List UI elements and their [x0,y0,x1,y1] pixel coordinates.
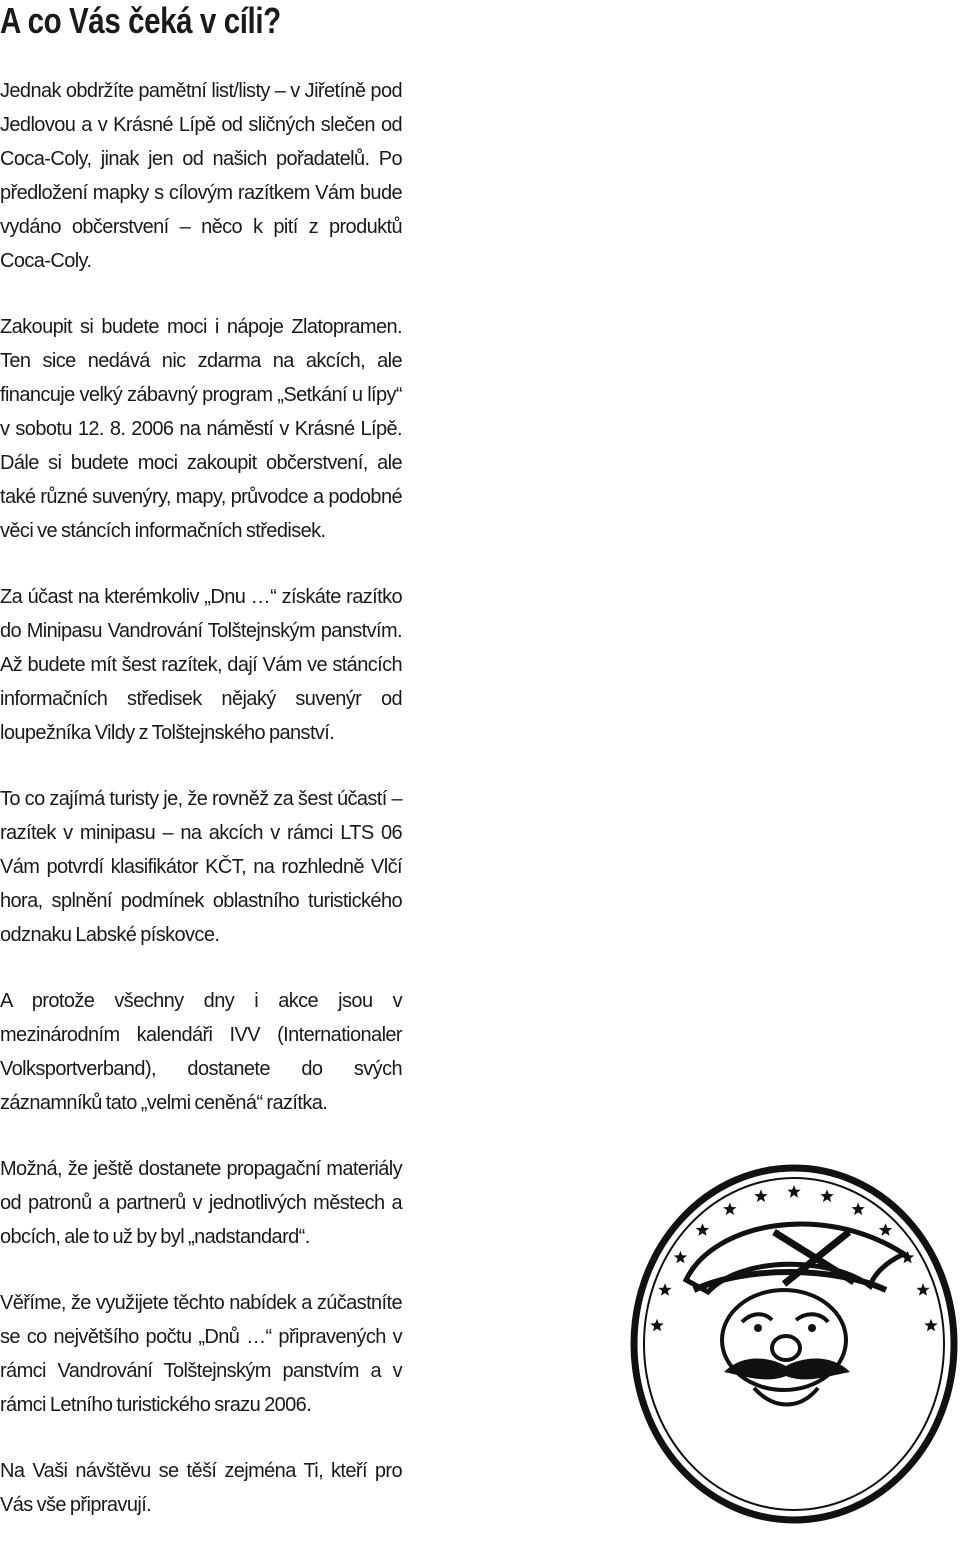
star-icon [723,1202,736,1215]
page-title: A co Vás čeká v cíli? [0,0,281,41]
article-body [0,74,402,1554]
star-icon [879,1223,892,1236]
paragraph-closing: Na Vaši návštěvu se těší zejména Ti, kteří pro Vás vše připravují. [0,1460,402,1516]
paragraph-minipas: Za účast na kterémkoliv „Dnu …“ získáte razítko do Minipasu Vandrování Tolštejnským panstvím. Až budete mít šest razítek, dají Vám ve stáncích informačních středisek nějaký suvenýr od loupežníka Vildy z Tolštejnského panství. [0,586,402,744]
paragraph-promo-materials: Možná, že ještě dostanete propagační materiály od patronů a partnerů v jednotlivých městech a obcích, ale to už by byl „nadstandard“. [0,1158,402,1248]
star-icon [820,1189,833,1202]
star-icon [658,1283,671,1296]
star-icon [916,1283,929,1296]
tolstejnske-panstvi-seal-icon [624,1162,960,1525]
star-icon [650,1319,663,1332]
star-icon [674,1251,687,1264]
star-icon [754,1189,767,1202]
paragraph-zlatopramen: Zakoupit si budete moci i nápoje Zlatopramen. Ten sice nedává nic zdarma na akcích, ale financuje velký zábavný program „Setkání u lípy“ v sobotu 12. 8. 2006 na náměstí v Krásné Lípě. Dále si budete moci zakoupit občerstvení, ale také různé suvenýry, mapy, průvodce a podobné věci ve stáncích informačních středisek. [0,316,402,542]
star-icon [696,1223,709,1236]
paragraph-invitation: Věříme, že využijete těchto nabídek a zúčastníte se co největšího počtu „Dnů …“ připravených v rámci Vandrování Tolštejnským panstvím a v rámci Letního turistického srazu 2006. [0,1292,402,1416]
star-icon [924,1319,937,1332]
paragraph-finish-rewards: Jednak obdržíte pamětní list/listy – v Jiřetíně pod Jedlovou a v Krásné Lípě od sličných slečen od Coca-Coly, jinak jen od našich pořadatelů. Po předložení mapky s cílovým razítkem Vám bude vydáno občerstvení – něco k pití z produktů Coca-Coly. [0,80,402,272]
paragraph-kct-badge: To co zajímá turisty je, že rovněž za šest účastí – razítek v minipasu – na akcích v rámci LTS 06 Vám potvrdí klasifikátor KČT, na rozhledně Vlčí hora, splnění podmínek oblastního turistického odznaku Labské pískovce. [0,788,402,946]
star-icon [852,1202,865,1215]
star-icon [787,1185,800,1198]
paragraph-ivv: A protože všechny dny i akce jsou v mezinárodním kalendáři IVV (Internationaler Volksportverband), dostanete do svých záznamníků tato „velmi ceněná“ razítka. [0,990,402,1114]
